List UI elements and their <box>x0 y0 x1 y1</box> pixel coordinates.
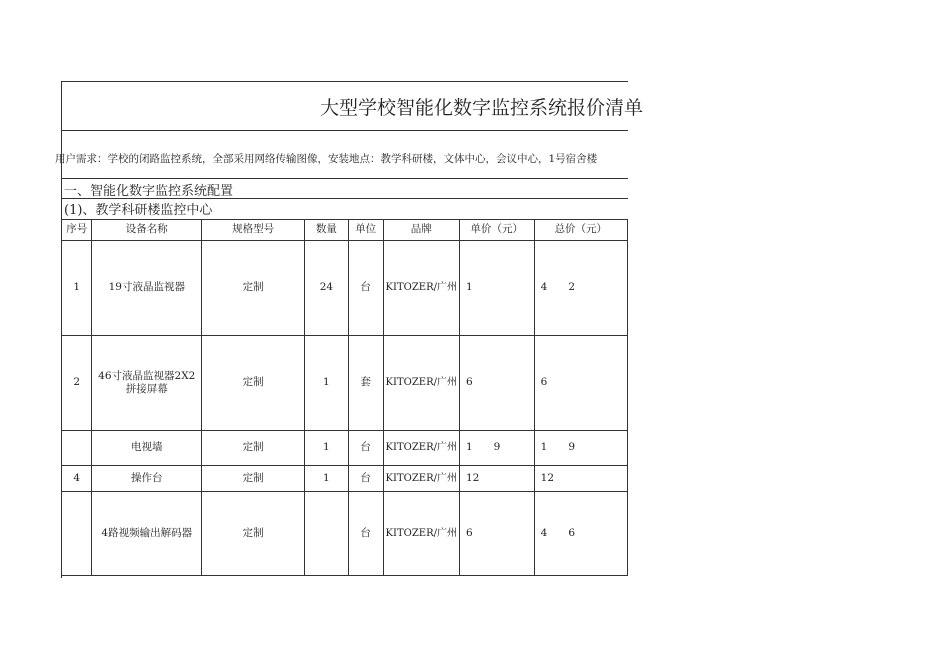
cell-unit: 台 <box>348 240 383 335</box>
section-1-label: 一、智能化数字监控系统配置 <box>64 184 234 199</box>
page-title: 大型学校智能化数字监控系统报价清单 <box>320 97 644 119</box>
cell-model: 定制 <box>202 491 305 575</box>
cell-qty: 1 <box>305 335 349 430</box>
cell-name: 操作台 <box>92 465 202 491</box>
cell-brand: KITOZER/广州 <box>383 465 459 491</box>
cell-name: 4路视频输出解码器 <box>92 491 202 575</box>
cell-unit: 台 <box>348 430 383 465</box>
header-cell: 品牌 <box>383 220 459 240</box>
header-cell: 数量 <box>305 220 349 240</box>
cell-price: 1 9 <box>459 430 534 465</box>
header-cell: 规格型号 <box>202 220 305 240</box>
cell-model: 定制 <box>202 465 305 491</box>
cell-total: 6 <box>534 335 627 430</box>
section-heading-1 <box>62 178 628 199</box>
cell-no: 2 <box>62 335 92 430</box>
table-row <box>62 491 628 575</box>
cell-model: 定制 <box>202 240 305 335</box>
cell-brand: KITOZER/广州 <box>383 491 459 575</box>
cell-no <box>62 430 92 465</box>
cell-price: 6 <box>459 335 534 430</box>
title-row <box>62 82 644 131</box>
cell-price: 6 <box>459 491 534 575</box>
cell-model: 定制 <box>202 430 305 465</box>
table-row <box>62 430 628 465</box>
table-row <box>62 465 628 491</box>
table-row <box>62 240 628 335</box>
price-table <box>62 220 628 576</box>
cell-price: 12 <box>459 465 534 491</box>
section-heading-2 <box>62 198 628 220</box>
cell-qty: 1 <box>305 430 349 465</box>
section-2-label: (1)、教学科研楼监控中心 <box>64 203 213 218</box>
header-cell: 序号 <box>62 220 92 240</box>
cell-brand: KITOZER/广州 <box>383 335 459 430</box>
table-header-row <box>62 220 628 240</box>
cell-no <box>62 491 92 575</box>
cell-no: 4 <box>62 465 92 491</box>
cell-unit: 台 <box>348 491 383 575</box>
cell-unit: 台 <box>348 465 383 491</box>
cell-total: 4 6 <box>534 491 627 575</box>
cell-model: 定制 <box>202 335 305 430</box>
header-cell: 设备名称 <box>92 220 202 240</box>
spreadsheet <box>55 81 644 578</box>
cell-name: 电视墙 <box>92 430 202 465</box>
cell-total: 1 9 <box>534 430 627 465</box>
requirement-text: 用户需求：学校的闭路监控系统，全部采用网络传输图像，安装地点：教学科研楼，文体中心，会议中心，1号宿舍楼 <box>55 153 598 165</box>
table-row <box>62 335 628 430</box>
cell-price: 1 <box>459 240 534 335</box>
header-cell: 单位 <box>348 220 383 240</box>
cell-unit: 套 <box>348 335 383 430</box>
header-cell: 总价（元） <box>534 220 627 240</box>
header-cell: 单价（元） <box>459 220 534 240</box>
cell-total: 4 2 <box>534 240 627 335</box>
cell-brand: KITOZER/广州 <box>383 430 459 465</box>
cell-brand: KITOZER/广州 <box>383 240 459 335</box>
cell-total: 12 <box>534 465 627 491</box>
cell-name: 46寸液晶监视器2X2拼接屏幕 <box>92 335 202 430</box>
cell-name: 19寸液晶监视器 <box>92 240 202 335</box>
cell-no: 1 <box>62 240 92 335</box>
cell-qty <box>305 491 349 575</box>
cell-qty: 24 <box>305 240 349 335</box>
cell-qty: 1 <box>305 465 349 491</box>
